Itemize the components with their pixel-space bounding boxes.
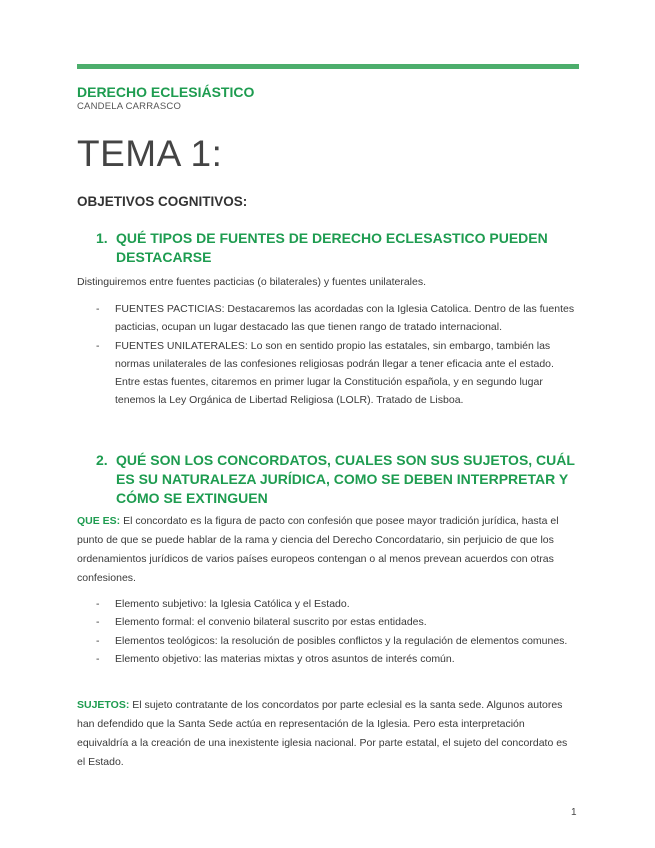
page-number: 1	[571, 807, 577, 818]
que-es-label: QUE ES:	[77, 515, 121, 527]
list-item: - Elemento formal: el convenio bilateral suscrito por estas entidades.	[96, 613, 578, 631]
intro-paragraph: Distinguiremos entre fuentes pacticias (o bilaterales) y fuentes unilaterales.	[77, 276, 427, 288]
list-item: - FUENTES UNILATERALES: Lo son en sentido propio las estatales, sin embargo, también las normas unilaterales de las confesiones religiosas podrán llegar a tener eficacia ante el estado. Entre estas fuentes, citaremos en primer lugar la Constitución española, y en segundo lugar tenemos la Ley Orgánica de Libertad Religiosa (LOLR). Tratado de Lisboa.	[96, 337, 578, 410]
question-heading-1	[96, 229, 576, 267]
question-heading-2	[96, 451, 576, 508]
question-number: 2.	[96, 452, 108, 468]
dash-bullet: -	[96, 616, 100, 629]
document-title: DERECHO ECLESIÁSTICO	[77, 84, 255, 100]
dash-bullet: -	[96, 339, 100, 352]
sujetos-paragraph: SUJETOS: El sujeto contratante de los concordatos por parte eclesial es la santa sede. Algunos autores han defendido que la Santa Sede actúa en representación de la Iglesia. Pero esta interpretación equivaldría a la creación de una inexistente iglesia nacional. Por parte estatal, el sujeto del concordato es el Estado.	[77, 699, 568, 768]
list-item: - Elementos teológicos: la resolución de posibles conflictos y la regulación de elementos comunes.	[96, 632, 578, 650]
fuentes-list	[96, 300, 578, 410]
question-number: 1.	[96, 230, 108, 246]
objetivos-heading: OBJETIVOS COGNITIVOS:	[77, 194, 248, 209]
list-item: - FUENTES PACTICIAS: Destacaremos las acordadas con la Iglesia Catolica. Dentro de las fuentes pacticias, ocupan un lugar destacado las que tienen rango de tratado internacional.	[96, 300, 578, 337]
dash-bullet: -	[96, 303, 100, 315]
question-text: QUÉ TIPOS DE FUENTES DE DERECHO ECLESASTICO PUEDEN DESTACARSE	[116, 230, 548, 265]
tema-heading: TEMA 1:	[77, 133, 223, 174]
elementos-list	[96, 595, 578, 668]
list-item: - Elemento objetivo: las materias mixtas y otros asuntos de interés común.	[96, 650, 578, 668]
question-text: QUÉ SON LOS CONCORDATOS, CUALES SON SUS SUJETOS, CUÁL ES SU NATURALEZA JURÍDICA, COMO SE DEBEN INTERPRETAR Y CÓMO SE EXTINGUEN	[116, 452, 575, 506]
dash-bullet: -	[96, 634, 100, 647]
sujetos-label: SUJETOS:	[77, 699, 130, 711]
header-rule	[77, 64, 579, 69]
dash-bullet: -	[96, 652, 100, 665]
document-author: CANDELA CARRASCO	[77, 101, 182, 112]
que-es-paragraph: QUE ES: El concordato es la figura de pacto con confesión que posee mayor tradición jurídica, hasta el punto de que se puede hablar de la rama y ciencia del Derecho Concordatario, sin perjuicio de que los ordenamientos jurídicos de varios países europeos contengan o al menos prevean acuerdos con otras confesiones.	[77, 515, 559, 584]
dash-bullet: -	[96, 598, 100, 610]
list-item: - Elemento subjetivo: la Iglesia Católica y el Estado.	[96, 595, 578, 613]
